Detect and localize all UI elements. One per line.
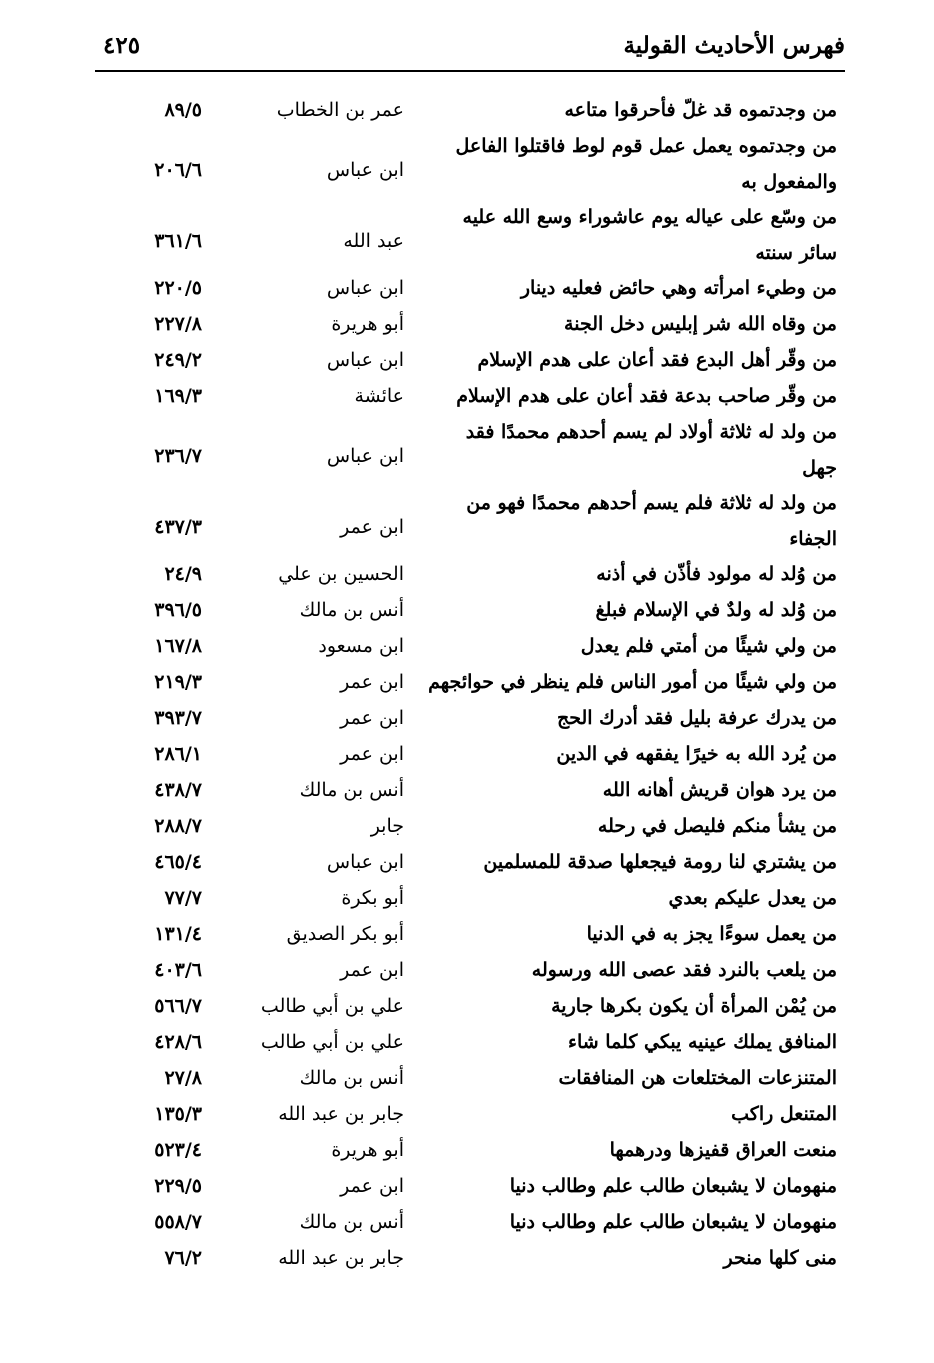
volume-page-ref: ٢٤٩/٢	[154, 349, 202, 371]
index-entry	[0, 270, 934, 306]
narrator: ابن مسعود	[318, 635, 404, 657]
hadith-text: من يشأ منكم فليصل في رحله	[597, 815, 837, 837]
hadith-text: من يشتري لنا رومة فيجعلها صدقة للمسلمين	[483, 851, 837, 873]
hadith-text: من يعمل سوءًا يجز به في الدنيا	[586, 923, 837, 945]
hadith-index-list	[0, 92, 934, 1276]
hadith-text: من وسّع على عياله يوم عاشوراء وسع الله عليه سائر سنته	[462, 206, 837, 264]
volume-page-ref: ٢٢٩/٥	[154, 1175, 202, 1197]
volume-page-ref: ٤٦٥/٤	[154, 851, 202, 873]
volume-page-ref: ٢٢٧/٨	[154, 313, 202, 335]
volume-page-ref: ٢١٩/٣	[154, 671, 202, 693]
hadith-text: منى كلها منحر	[723, 1247, 837, 1269]
volume-page-ref: ٢٢٠/٥	[154, 277, 202, 299]
narrator: ابن عباس	[326, 159, 404, 181]
hadith-text: من يُمْن المرأة أن يكون بكرها جارية	[551, 995, 837, 1017]
index-entry	[0, 736, 934, 772]
volume-page-ref: ٧٦/٢	[164, 1247, 202, 1269]
hadith-text: من وقّر صاحب بدعة فقد أعان على هدم الإسلام	[456, 385, 837, 407]
hadith-text: من ولد له ثلاثة أولاد لم يسم أحدهم محمدًا فقد جهل	[465, 421, 837, 479]
hadith-text: من يعدل عليكم بعدي	[668, 887, 837, 909]
index-entry	[0, 378, 934, 414]
narrator: ابن عباس	[326, 445, 404, 467]
page-title: فهرس الأحاديث القولية	[623, 32, 845, 59]
narrator: علي بن أبي طالب	[260, 995, 404, 1017]
volume-page-ref: ٥٦٦/٧	[154, 995, 202, 1017]
index-entry	[0, 342, 934, 378]
index-entry	[0, 592, 934, 628]
narrator: ابن عمر	[340, 516, 404, 538]
hadith-text: منهومان لا يشبعان طالب علم وطالب دنيا	[509, 1211, 837, 1233]
index-entry	[0, 916, 934, 952]
index-entry	[0, 772, 934, 808]
hadith-text: منعت العراق قفيزها ودرهمها	[609, 1139, 837, 1161]
index-entry	[0, 1024, 934, 1060]
narrator: ابن عباس	[326, 851, 404, 873]
index-entry	[0, 128, 934, 199]
volume-page-ref: ٣٦١/٦	[154, 230, 202, 252]
index-entry	[0, 306, 934, 342]
volume-page-ref: ٤٠٣/٦	[154, 959, 202, 981]
index-entry	[0, 808, 934, 844]
volume-page-ref: ٢٧/٨	[164, 1067, 202, 1089]
index-entry	[0, 556, 934, 592]
narrator: أنس بن مالك	[299, 1211, 404, 1233]
hadith-text: من ولي شيئًا من أمتي فلم يعدل	[580, 635, 837, 657]
volume-page-ref: ١٦٧/٨	[154, 635, 202, 657]
narrator: جابر بن عبد الله	[278, 1247, 404, 1269]
narrator: عائشة	[354, 385, 404, 407]
index-entry	[0, 485, 934, 556]
volume-page-ref: ١٣٥/٣	[154, 1103, 202, 1125]
narrator: جابر بن عبد الله	[278, 1103, 404, 1125]
narrator: ابن عباس	[326, 277, 404, 299]
hadith-text: من يلعب بالنرد فقد عصى الله ورسوله	[531, 959, 837, 981]
narrator: عمر بن الخطاب	[276, 99, 404, 121]
hadith-text: من وقّر أهل البدع فقد أعان على هدم الإسلام	[477, 349, 837, 371]
volume-page-ref: ٥٥٨/٧	[154, 1211, 202, 1233]
narrator: ابن عمر	[340, 707, 404, 729]
index-entry	[0, 700, 934, 736]
narrator: الحسين بن علي	[278, 563, 404, 585]
page-number: ٤٢٥	[103, 32, 141, 59]
index-entry	[0, 92, 934, 128]
index-entry	[0, 1204, 934, 1240]
volume-page-ref: ٢٤/٩	[164, 563, 202, 585]
volume-page-ref: ٢٣٦/٧	[154, 445, 202, 467]
index-entry	[0, 414, 934, 485]
narrator: ابن عمر	[340, 671, 404, 693]
index-entry	[0, 952, 934, 988]
hadith-text: المتنعل راكب	[731, 1103, 837, 1125]
narrator: أنس بن مالك	[299, 779, 404, 801]
narrator: عبد الله	[343, 230, 404, 252]
narrator: ابن عمر	[340, 743, 404, 765]
narrator: علي بن أبي طالب	[260, 1031, 404, 1053]
index-entry	[0, 1240, 934, 1276]
hadith-text: من وجدتموه يعمل عمل قوم لوط فاقتلوا الفاعل والمفعول به	[455, 135, 837, 193]
hadith-text: من وطيء امرأته وهي حائض فعليه دينار	[520, 277, 837, 299]
volume-page-ref: ٥٢٣/٤	[154, 1139, 202, 1161]
volume-page-ref: ٣٩٦/٥	[154, 599, 202, 621]
volume-page-ref: ١٣١/٤	[154, 923, 202, 945]
index-entry	[0, 988, 934, 1024]
narrator: ابن عمر	[340, 959, 404, 981]
narrator: ابن عباس	[326, 349, 404, 371]
hadith-text: المتنزعات المختلعات هن المنافقات	[558, 1067, 837, 1089]
index-entry	[0, 1096, 934, 1132]
volume-page-ref: ٢٠٦/٦	[154, 159, 202, 181]
index-entry	[0, 844, 934, 880]
hadith-text: من يدرك عرفة بليل فقد أدرك الحج	[556, 707, 837, 729]
volume-page-ref: ٤٣٧/٣	[154, 516, 202, 538]
index-entry	[0, 1060, 934, 1096]
hadith-text: من وُلد له مولود فأذّن في أذنه	[596, 563, 837, 585]
index-entry	[0, 199, 934, 270]
volume-page-ref: ٢٨٦/١	[154, 743, 202, 765]
hadith-text: المنافق يملك عينيه يبكي كلما شاء	[568, 1031, 837, 1053]
index-entry	[0, 1168, 934, 1204]
hadith-text: من وُلد له ولدٌ في الإسلام فبلغ	[595, 599, 837, 621]
narrator: أبو بكر الصديق	[286, 923, 404, 945]
index-entry	[0, 880, 934, 916]
volume-page-ref: ٢٨٨/٧	[154, 815, 202, 837]
hadith-text: منهومان لا يشبعان طالب علم وطالب دنيا	[509, 1175, 837, 1197]
page-header	[95, 30, 845, 72]
volume-page-ref: ٧٧/٧	[164, 887, 202, 909]
volume-page-ref: ٤٢٨/٦	[154, 1031, 202, 1053]
volume-page-ref: ١٦٩/٣	[154, 385, 202, 407]
index-entry	[0, 628, 934, 664]
narrator: أبو هريرة	[331, 1139, 404, 1161]
hadith-text: من ولد له ثلاثة فلم يسم أحدهم محمدًا فهو من الجفاء	[466, 492, 837, 550]
narrator: أنس بن مالك	[299, 599, 404, 621]
narrator: أنس بن مالك	[299, 1067, 404, 1089]
hadith-text: من يرد هوان قريش أهانه الله	[602, 779, 837, 801]
narrator: أبو بكرة	[341, 887, 404, 909]
index-entry	[0, 664, 934, 700]
hadith-text: من يُرد الله به خيرًا يفقهه في الدين	[556, 743, 837, 765]
volume-page-ref: ٨٩/٥	[164, 99, 202, 121]
narrator: ابن عمر	[340, 1175, 404, 1197]
volume-page-ref: ٣٩٣/٧	[154, 707, 202, 729]
hadith-text: من وقاه الله شر إبليس دخل الجنة	[564, 313, 837, 335]
narrator: أبو هريرة	[331, 313, 404, 335]
narrator: جابر	[370, 815, 404, 837]
hadith-text: من وجدتموه قد غلّ فأحرقوا متاعه	[564, 99, 837, 121]
hadith-text: من ولي شيئًا من أمور الناس فلم ينظر في حوائجهم	[428, 671, 837, 693]
index-entry	[0, 1132, 934, 1168]
volume-page-ref: ٤٣٨/٧	[154, 779, 202, 801]
